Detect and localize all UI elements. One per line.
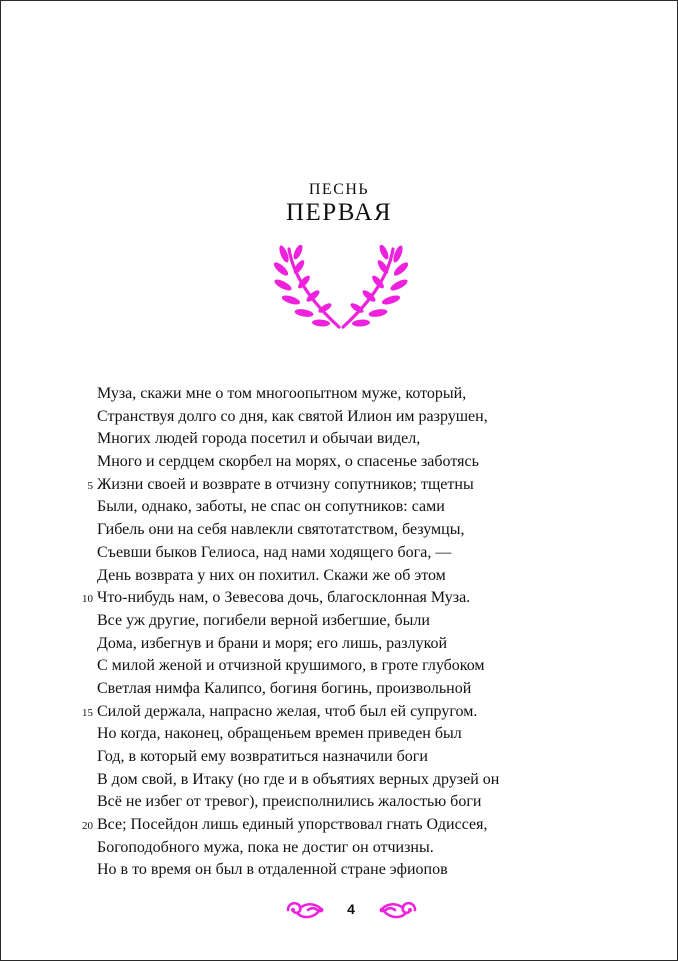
verse-line bbox=[82, 587, 597, 610]
verse-line bbox=[97, 383, 597, 406]
verse-text: Богоподобного мужа, пока не достиг он отчизны. bbox=[97, 838, 434, 856]
verse-line bbox=[97, 406, 597, 429]
verse-line bbox=[97, 542, 597, 565]
verse-line bbox=[97, 655, 597, 678]
verse-text: Гибель они на себя навлекли святотатством, безумцы, bbox=[97, 521, 465, 539]
verse-text: С милой женой и отчизной крушимого, в гроте глубоком bbox=[97, 657, 485, 675]
verse-line bbox=[97, 496, 597, 519]
verse-text: Что-нибудь нам, о Зевесова дочь, благосклонная Муза. bbox=[97, 589, 471, 607]
verse-text: Много и сердцем скорбел на морях, о спасенье заботясь bbox=[97, 453, 479, 471]
verse-line bbox=[97, 723, 597, 746]
scroll-flourish-icon bbox=[379, 899, 419, 921]
verse-line bbox=[82, 701, 597, 724]
verse-line bbox=[97, 565, 597, 588]
verse-line bbox=[82, 814, 597, 837]
verse-text: Но в то время он был в отдаленной стране эфиопов bbox=[97, 861, 448, 879]
verse-line bbox=[97, 769, 597, 792]
verse-line bbox=[97, 633, 597, 656]
poem-text bbox=[82, 383, 597, 882]
verse-line bbox=[97, 519, 597, 542]
verse-text: Были, однако, заботы, не спас он сопутников: сами bbox=[97, 498, 445, 516]
verse-text: Жизни своей и возврате в отчизну сопутников; тщетны bbox=[97, 475, 474, 493]
verse-text: Год, в который ему возвратиться назначили боги bbox=[97, 748, 428, 765]
verse-line bbox=[87, 474, 597, 497]
scroll-flourish-icon bbox=[284, 899, 324, 921]
page-footer bbox=[1, 897, 677, 925]
verse-text: День возврата у них он похитил. Скажи же об этом bbox=[97, 566, 446, 584]
verse-text: Многих людей города посетил и обычаи видел, bbox=[97, 430, 421, 448]
verse-text: Муза, скажи мне о том многоопытном муже, который, bbox=[97, 385, 467, 402]
laurel-wreath-icon bbox=[271, 245, 411, 331]
verse-text: Все; Посейдон лишь единый упорствовал гнать Одиссея, bbox=[97, 816, 488, 834]
verse-text: Съевши быков Гелиоса, над нами ходящего бога, — bbox=[97, 543, 452, 561]
verse-number: 5 bbox=[87, 479, 93, 492]
verse-number: 10 bbox=[82, 593, 93, 606]
verse-text: Силой держала, напрасно желая, чтоб был ей супругом. bbox=[97, 702, 478, 720]
verse-number: 20 bbox=[82, 820, 93, 833]
verse-line bbox=[97, 791, 597, 814]
verse-text: Всё не избег от тревог), преисполнились жалостью боги bbox=[97, 793, 482, 811]
verse-line bbox=[97, 837, 597, 860]
verse-text: Дома, избегнув и брани и моря; его лишь, разлукой bbox=[97, 634, 448, 652]
page-number: 4 bbox=[347, 901, 355, 917]
verse-line bbox=[97, 746, 597, 769]
verse-text: Но когда, наконец, обращеньем времен приведен был bbox=[97, 725, 462, 743]
verse-text: Светлая нимфа Калипсо, богиня богинь, произвольной bbox=[97, 679, 472, 697]
verse-text: Все уж другие, погибели верной избегшие, были bbox=[97, 611, 430, 629]
verse-line bbox=[97, 428, 597, 451]
chapter-title: ПЕРВАЯ bbox=[285, 199, 393, 226]
verse-line bbox=[97, 610, 597, 633]
chapter-label: ПЕСНЬ bbox=[308, 181, 370, 198]
verse-number: 15 bbox=[82, 706, 93, 719]
verse-line bbox=[97, 451, 597, 474]
verse-line bbox=[97, 678, 597, 701]
verse-text: В дом свой, в Итаку (но где и в объятиях верных друзей он bbox=[97, 770, 500, 788]
verse-text: Странствуя долго со дня, как святой Илион им разрушен, bbox=[97, 407, 488, 425]
verse-line bbox=[97, 859, 597, 882]
